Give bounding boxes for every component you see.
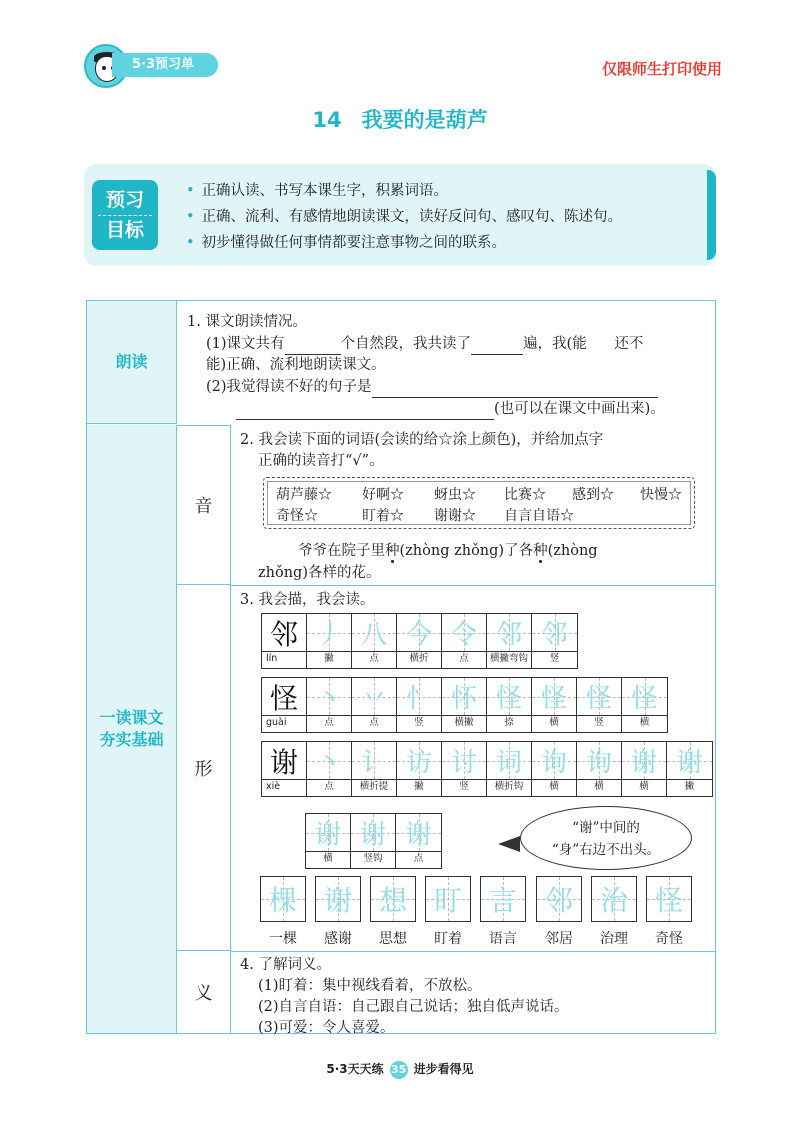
trace-glyph[interactable]: 询 bbox=[585, 748, 612, 778]
trace-square[interactable]: 棵 bbox=[260, 876, 306, 922]
q1-title: 1. 课文朗读情况。 bbox=[187, 314, 307, 330]
q4-title: 4. 了解词义。 bbox=[240, 957, 331, 973]
q4-item: (2)自言自语：自己跟自己说话；独自低声说话。 bbox=[258, 999, 569, 1015]
q1-text: (也可以在课文中画出来)。 bbox=[494, 401, 665, 417]
tip-bubble bbox=[520, 806, 692, 870]
q1-text: 还不 bbox=[614, 336, 644, 352]
trace-word: 治理 bbox=[600, 931, 628, 947]
sentence-text: 爷爷在院子里 bbox=[298, 543, 385, 559]
trace-word: 奇怪 bbox=[655, 931, 683, 947]
series-label: 5·3预习单 bbox=[112, 53, 218, 77]
goal-item: • 正确、流利、有感情地朗读课文，读好反问句、感叹句、陈述句。 bbox=[186, 204, 622, 230]
trace-square[interactable]: 谢 bbox=[315, 876, 361, 922]
stroke-name: 横 bbox=[323, 853, 333, 864]
stroke-name: 横撇弯钩 bbox=[489, 653, 528, 664]
trace-glyph[interactable]: 怪 bbox=[540, 684, 567, 714]
stroke-name: 横折提 bbox=[359, 781, 389, 792]
stroke-name: 点 bbox=[369, 653, 379, 664]
trace-square[interactable]: 怪 bbox=[646, 876, 692, 922]
tracing-grid-xie bbox=[261, 741, 713, 797]
row-meaning: 义 bbox=[177, 951, 231, 1033]
grid-char: 谢 bbox=[262, 742, 306, 780]
word-item[interactable]: 盯着☆ bbox=[362, 508, 404, 524]
grid-char: 怪 bbox=[262, 678, 306, 716]
trace-glyph[interactable]: 怀 bbox=[450, 684, 477, 714]
q1-text: 遍，我(能 bbox=[523, 336, 587, 352]
trace-glyph[interactable]: 邻 bbox=[495, 620, 522, 650]
lesson-number: 14 bbox=[312, 108, 342, 132]
footer-left: 5·3天天练 bbox=[326, 1062, 384, 1076]
badge-line: 目标 bbox=[105, 219, 144, 241]
stroke-name: 横撇 bbox=[454, 717, 474, 728]
stroke-name: 竖 bbox=[414, 717, 424, 728]
trace-glyph[interactable]: 邻 bbox=[541, 620, 568, 650]
word-item[interactable]: 好啊☆ bbox=[362, 487, 404, 503]
trace-glyph[interactable]: 怪 bbox=[631, 684, 658, 714]
stroke-name: 撇 bbox=[324, 653, 334, 664]
row-shape: 形 bbox=[177, 585, 231, 951]
dotted-char: 种 bbox=[533, 543, 548, 559]
lesson-title-text: 我要的是葫芦 bbox=[361, 108, 488, 132]
stroke-name: 横折 bbox=[409, 653, 429, 664]
trace-glyph[interactable]: 丿 bbox=[315, 620, 342, 650]
page-title bbox=[0, 104, 800, 134]
stroke-name: 点 bbox=[324, 717, 334, 728]
stroke-name: 竖 bbox=[459, 781, 469, 792]
footer-right: 进步看得见 bbox=[413, 1062, 474, 1076]
q2-sentence-2: zhǒng)各样的花。 bbox=[258, 565, 381, 581]
bubble-tail bbox=[498, 836, 520, 852]
word-item[interactable]: 比赛☆ bbox=[504, 487, 546, 503]
trace-glyph[interactable]: 谢 bbox=[359, 820, 386, 850]
word-item[interactable]: 快慢☆ bbox=[640, 487, 682, 503]
trace-glyph[interactable]: 八 bbox=[360, 620, 387, 650]
grid-pinyin: lín bbox=[266, 653, 278, 664]
trace-word: 邻居 bbox=[545, 931, 573, 947]
tracing-grid-guai bbox=[261, 677, 668, 733]
tip-text: “谢”中间的 bbox=[572, 820, 640, 836]
q1-text: 个自然段，我共读了 bbox=[340, 336, 472, 352]
q2-sentence bbox=[298, 541, 598, 562]
section-foundation-line: 一读课文 bbox=[99, 708, 164, 727]
trace-word: 感谢 bbox=[324, 931, 352, 947]
stroke-name: 竖钩 bbox=[363, 853, 383, 864]
goal-item: • 正确认读、书写本课生字，积累词语。 bbox=[186, 178, 622, 204]
word-item[interactable]: 葫芦藤☆ bbox=[276, 487, 332, 503]
tracing-grid-lin bbox=[261, 613, 578, 669]
goal-item: • 初步懂得做任何事情都要注意事物之间的联系。 bbox=[186, 230, 622, 256]
trace-glyph[interactable]: 忄 bbox=[405, 684, 432, 714]
grid-pinyin: guài bbox=[266, 717, 287, 728]
stroke-name: 竖 bbox=[549, 653, 560, 664]
trace-word: 一棵 bbox=[269, 931, 297, 947]
tracing-grid-xie-cont bbox=[305, 813, 442, 869]
stroke-name: 横折钩 bbox=[494, 781, 524, 792]
stroke-name: 点 bbox=[413, 853, 424, 864]
badge-line: 预习 bbox=[98, 186, 152, 216]
trace-glyph[interactable]: 谢 bbox=[314, 820, 341, 850]
hard-sentence-blank[interactable] bbox=[372, 397, 658, 398]
q1-line1 bbox=[206, 334, 643, 355]
trace-square[interactable]: 盯 bbox=[425, 876, 471, 922]
stroke-name: 点 bbox=[459, 653, 469, 664]
preview-goals-panel bbox=[84, 164, 716, 266]
trace-word: 语言 bbox=[489, 931, 517, 947]
row-sound: 音 bbox=[177, 425, 231, 585]
stroke-name: 撇 bbox=[684, 781, 695, 792]
stroke-name: 横 bbox=[639, 781, 649, 792]
word-item[interactable]: 蚜虫☆ bbox=[434, 487, 476, 503]
word-item[interactable]: 奇怪☆ bbox=[276, 508, 318, 524]
trace-glyph[interactable]: 访 bbox=[405, 748, 432, 778]
trace-square[interactable]: 治 bbox=[591, 876, 637, 922]
footer bbox=[0, 1060, 800, 1079]
stroke-name: 横 bbox=[549, 781, 559, 792]
trace-square[interactable]: 言 bbox=[480, 876, 526, 922]
trace-glyph[interactable]: 丶 bbox=[315, 684, 342, 714]
page-number: 35 bbox=[390, 1061, 408, 1079]
trace-glyph[interactable]: 丶 bbox=[315, 748, 342, 778]
goals-badge bbox=[92, 180, 158, 250]
q1-line2: 能)正确、流利地朗读课文。 bbox=[206, 357, 386, 373]
section-reading: 朗读 bbox=[87, 301, 177, 424]
grid-char: 邻 bbox=[262, 614, 306, 652]
grid-pinyin: xiè bbox=[266, 781, 281, 792]
sentence-text: (zhòng zhǒng)了各 bbox=[399, 543, 534, 559]
trace-square[interactable]: 邻 bbox=[536, 876, 582, 922]
stroke-name: 横 bbox=[594, 781, 604, 792]
q4-item: (1)盯着：集中视线看着，不放松。 bbox=[258, 978, 482, 994]
stroke-name: 点 bbox=[369, 717, 379, 728]
read-times-blank[interactable] bbox=[471, 354, 523, 355]
sentence-text: (zhòng bbox=[547, 543, 598, 559]
q2-title-2: 正确的读音打“√”。 bbox=[258, 453, 384, 469]
trace-glyph[interactable]: 令 bbox=[450, 620, 477, 650]
dotted-char: 种 bbox=[385, 543, 400, 559]
trace-glyph[interactable]: 怪 bbox=[495, 684, 522, 714]
trace-glyph[interactable]: 谢 bbox=[630, 748, 657, 778]
section-foundation bbox=[87, 425, 177, 1033]
word-item[interactable]: 自言自语☆ bbox=[504, 508, 574, 524]
stroke-name: 横 bbox=[549, 717, 559, 728]
section-foundation-line: 夯实基础 bbox=[99, 730, 164, 749]
word-list-box bbox=[263, 477, 695, 529]
hard-sentence-blank-2[interactable] bbox=[236, 419, 494, 420]
print-note: 仅限师生打印使用 bbox=[601, 60, 722, 78]
trace-glyph[interactable]: 怪 bbox=[585, 684, 612, 714]
trace-glyph[interactable]: 讨 bbox=[450, 748, 477, 778]
q1-text: (1)课文共有 bbox=[206, 336, 285, 352]
trace-square[interactable]: 想 bbox=[370, 876, 416, 922]
trace-word: 思想 bbox=[379, 931, 407, 947]
trace-glyph[interactable]: 讠 bbox=[360, 748, 387, 778]
q1-text: (2)我觉得读不好的句子是 bbox=[206, 379, 372, 395]
trace-glyph[interactable]: 词 bbox=[495, 748, 522, 778]
stroke-name: 点 bbox=[324, 781, 334, 792]
tip-text: “身”右边不出头。 bbox=[551, 842, 661, 858]
trace-word: 盯着 bbox=[434, 931, 462, 947]
word-item[interactable]: 谢谢☆ bbox=[434, 508, 476, 524]
q1-line4 bbox=[236, 399, 665, 420]
stroke-name: 竖 bbox=[594, 717, 604, 728]
trace-glyph[interactable]: 谢 bbox=[676, 748, 703, 778]
word-item[interactable]: 感到☆ bbox=[572, 487, 614, 503]
trace-glyph[interactable]: 询 bbox=[540, 748, 567, 778]
trace-glyph[interactable]: 今 bbox=[405, 620, 432, 650]
q2-title: 2. 我会读下面的词语(会读的给☆涂上颜色)，并给加点字 bbox=[240, 432, 604, 448]
stroke-name: 横 bbox=[639, 717, 650, 728]
q4-item: (3)可爱：令人喜爱。 bbox=[258, 1020, 395, 1036]
stroke-name: 捺 bbox=[504, 717, 514, 728]
stroke-name: 撇 bbox=[414, 781, 424, 792]
q1-line3 bbox=[206, 377, 658, 398]
q3-title: 3. 我会描，我会读。 bbox=[240, 592, 375, 608]
trace-glyph[interactable]: 丷 bbox=[360, 684, 387, 714]
trace-glyph[interactable]: 谢 bbox=[405, 820, 432, 850]
